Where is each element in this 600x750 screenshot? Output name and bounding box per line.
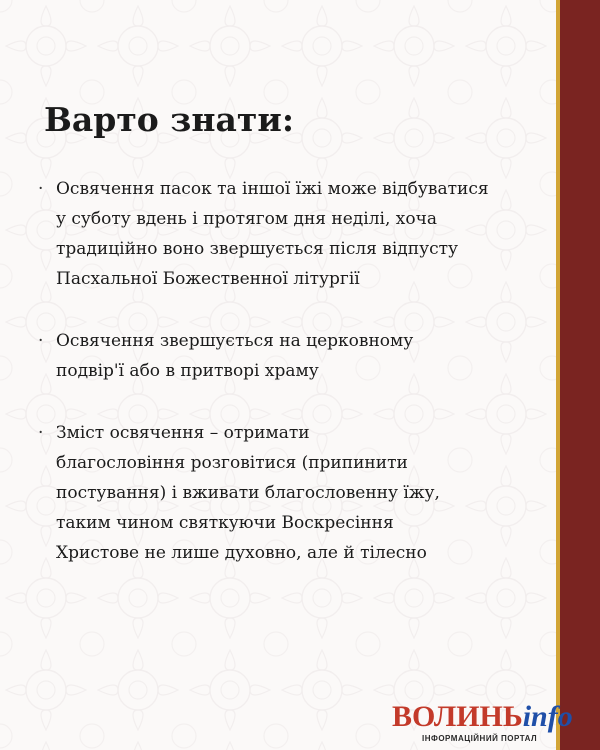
bullet-line: у суботу вдень і протягом дня неділі, хоча bbox=[56, 209, 437, 229]
list-item bbox=[38, 174, 548, 294]
list-item bbox=[38, 418, 548, 568]
site-logo[interactable] bbox=[392, 700, 594, 748]
bullet-line: подвір'ї або в притворі храму bbox=[56, 361, 319, 381]
bullet-line: Зміст освячення – отримати bbox=[56, 423, 310, 443]
bullet-line: традиційно воно звершується після відпусту bbox=[56, 239, 459, 259]
bullet-line: Освячення пасок та іншої їжі може відбуватися bbox=[56, 179, 489, 199]
bullet-line: Освячення звершується на церковному bbox=[56, 331, 414, 351]
side-band bbox=[560, 0, 600, 750]
logo-word: ВОЛИНЬ bbox=[392, 700, 523, 733]
bullet-marker: · bbox=[38, 331, 44, 351]
bullet-marker: · bbox=[38, 423, 44, 443]
bullet-line: Христове не лише духовно, але й тілесно bbox=[56, 543, 427, 563]
logo-subtitle: ІНФОРМАЦІЙНИЙ ПОРТАЛ bbox=[422, 734, 538, 743]
logo-suffix: info bbox=[522, 700, 573, 733]
page-title: Варто знати: bbox=[44, 100, 294, 139]
bullet-list bbox=[38, 174, 548, 568]
logo-wordmark bbox=[392, 700, 573, 734]
bullet-line: постування) і вживати благословенну їжу, bbox=[56, 483, 440, 503]
list-item bbox=[38, 326, 548, 386]
bullet-marker: · bbox=[38, 179, 44, 199]
bullet-line: благословіння розговітися (припинити bbox=[56, 453, 408, 473]
bullet-line: Пасхальної Божественної літургії bbox=[56, 269, 360, 289]
bullet-line: таким чином святкуючи Воскресіння bbox=[56, 513, 394, 533]
